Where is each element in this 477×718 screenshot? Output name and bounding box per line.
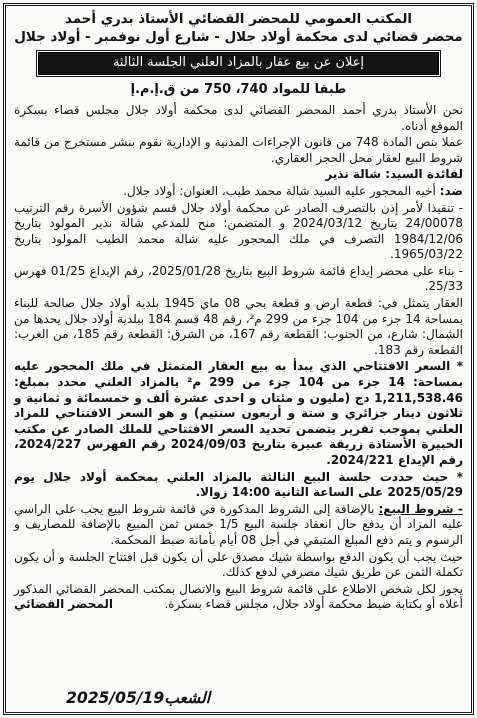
article-paragraph: عملا بنص المادة 748 من قانون الإجراءات المدنية و الإدارية نقوم بنشر مستخرج من قائمة شروط البيع لعقار محل الحجز العقاري. — [14, 135, 463, 165]
against-label: ضد: — [439, 183, 463, 198]
against-text: أخيه المحجور عليه السيد شالة محمد طيب، العنوان: أولاد جلال. — [123, 183, 436, 198]
execution-order-paragraph: - تنفيذا لأمر إذن بالتصرف الصادر عن محكمة أولاد جلال قسم شؤون الأسرة رقم الترتيب 24/00078 بتاريخ 2024/03/12 و المتضمن: منح للمدعي شالة نذير المولود بتاريخ 1984/12/06 التصرف في ملك المحجور عليه شالة محمد الطيب المولود بتاريخ 1965/03/22. — [14, 200, 463, 262]
consultation-text: يجوز لكل شخص الاطلاع على قائمة شروط البيع والاتصال بمكتب المحضر القضائي المذكور أعلاه أو بكتابة ضبط محكمة أولاد جلال، مجلس قضاء بسكرة. — [14, 581, 463, 612]
sale-conditions-text: بالإضافة إلى الشروط المذكورة في قائمة شروط البيع يجب على الراسي عليه المزاد أن يدفع حال انعقاد جلسة البيع 1/5 خمس ثمن المبيع بالإضافة للمصاريف و الرسوم و يتم دفع المبلغ المتبقي في أجل 08 أيام بأمانة ضبط المحكمة. — [14, 501, 463, 547]
property-paragraph: العقار يتمثل في: قطعة ارض و قطعة بحي 08 ماي 1945 بلدية أولاد جلال صالحة للبناء بمساحة 14 جزء من 104 جزء من 299 م²، رقم 48 قسم 184 ببلدية أولاد جلال يحدها من الشمال: شارع، من الجنوب: القطعة رقم 167، من الشرق: القطعة رقم 185، من الغرب: القطعة رقم 183. — [14, 296, 464, 357]
beneficiary-line — [14, 167, 463, 183]
legal-basis: طبقا للمواد 740، 750 من ق.إ.م.إ — [130, 82, 347, 98]
bailiff-signature: المحضر القضائي — [14, 597, 114, 612]
intro-paragraph: نحن الأستاذ بدري أحمد المحضر القضائي لدى محكمة أولاد جلال مجلس قضاء بسكرة الموقع أدناه. — [14, 102, 463, 133]
office-name: المكتب العمومي للمحضر القضائي الأستاذ بدري أحمد — [64, 12, 413, 27]
newspaper-name: الشعب — [164, 688, 211, 707]
sale-conditions-label: - شروط البيع: — [378, 501, 463, 516]
newspaper-footer — [14, 689, 463, 708]
opening-price-paragraph: * السعر الافتتاحي الذي يبدأ به بيع العقار المتمثل في ملك المحجور عليه بمساحة: 14 جزء من 104 جزء من 299 م² بالمزاد العلني محدد بمبلغ: 1,211,538.46 دج (مليون و مئتان و احدى عشرة ألف و خمسمائة و ثمانية و ثلاثون دينار جزائري و ستة و أربعون سنتيم) و هو السعر الافتتاحي للمزاد العلني بموجب تقرير يتضمن تحديد السعر الافتتاحي للملك الصادر عن مكتب الخبيرة الأستاذة زريقة عبيرة بتاريخ 2024/09/03 رقم الفهرس 2024/227، رقم الإيداع 2024/221. — [14, 359, 463, 467]
beneficiary-label: لفائدة السيد: — [385, 167, 463, 182]
notice-frame — [3, 3, 474, 715]
beneficiary-name: شالة نذير — [325, 167, 381, 182]
payment-paragraph: حيث يجب أن يكون الدفع بواسطة شيك مصدق على أن يكون قبل افتتاح الجلسة و أن يكون تكملة الثمن عن طريق شيك مصرفي لدفع كذلك. — [14, 549, 463, 580]
sale-conditions-paragraph — [14, 502, 463, 549]
deposit-paragraph: - بناء على محضر إيداع قائمة شروط البيع بتاريخ 2025/01/28، رقم الإيداع 01/25 فهرس 25/33. — [14, 263, 464, 294]
session-paragraph: * حيث حددت جلسة البيع الثالثة بالمزاد العلني بمحكمة أولاد جلال يوم 2025/05/29 على الساعة الثانية 14:00 زوالا. — [14, 469, 463, 500]
against-line — [14, 184, 463, 200]
notice-title-banner: إعلان عن بيع عقار بالمزاد العلني الجلسة الثالثة — [38, 52, 439, 75]
office-address: محضر قضائي لدى محكمة أولاد جلال - شارع أول نوفمبر - أولاد جلال — [14, 30, 463, 46]
publication-date: 2025/05/19 — [66, 688, 165, 707]
consultation-paragraph — [14, 582, 463, 613]
